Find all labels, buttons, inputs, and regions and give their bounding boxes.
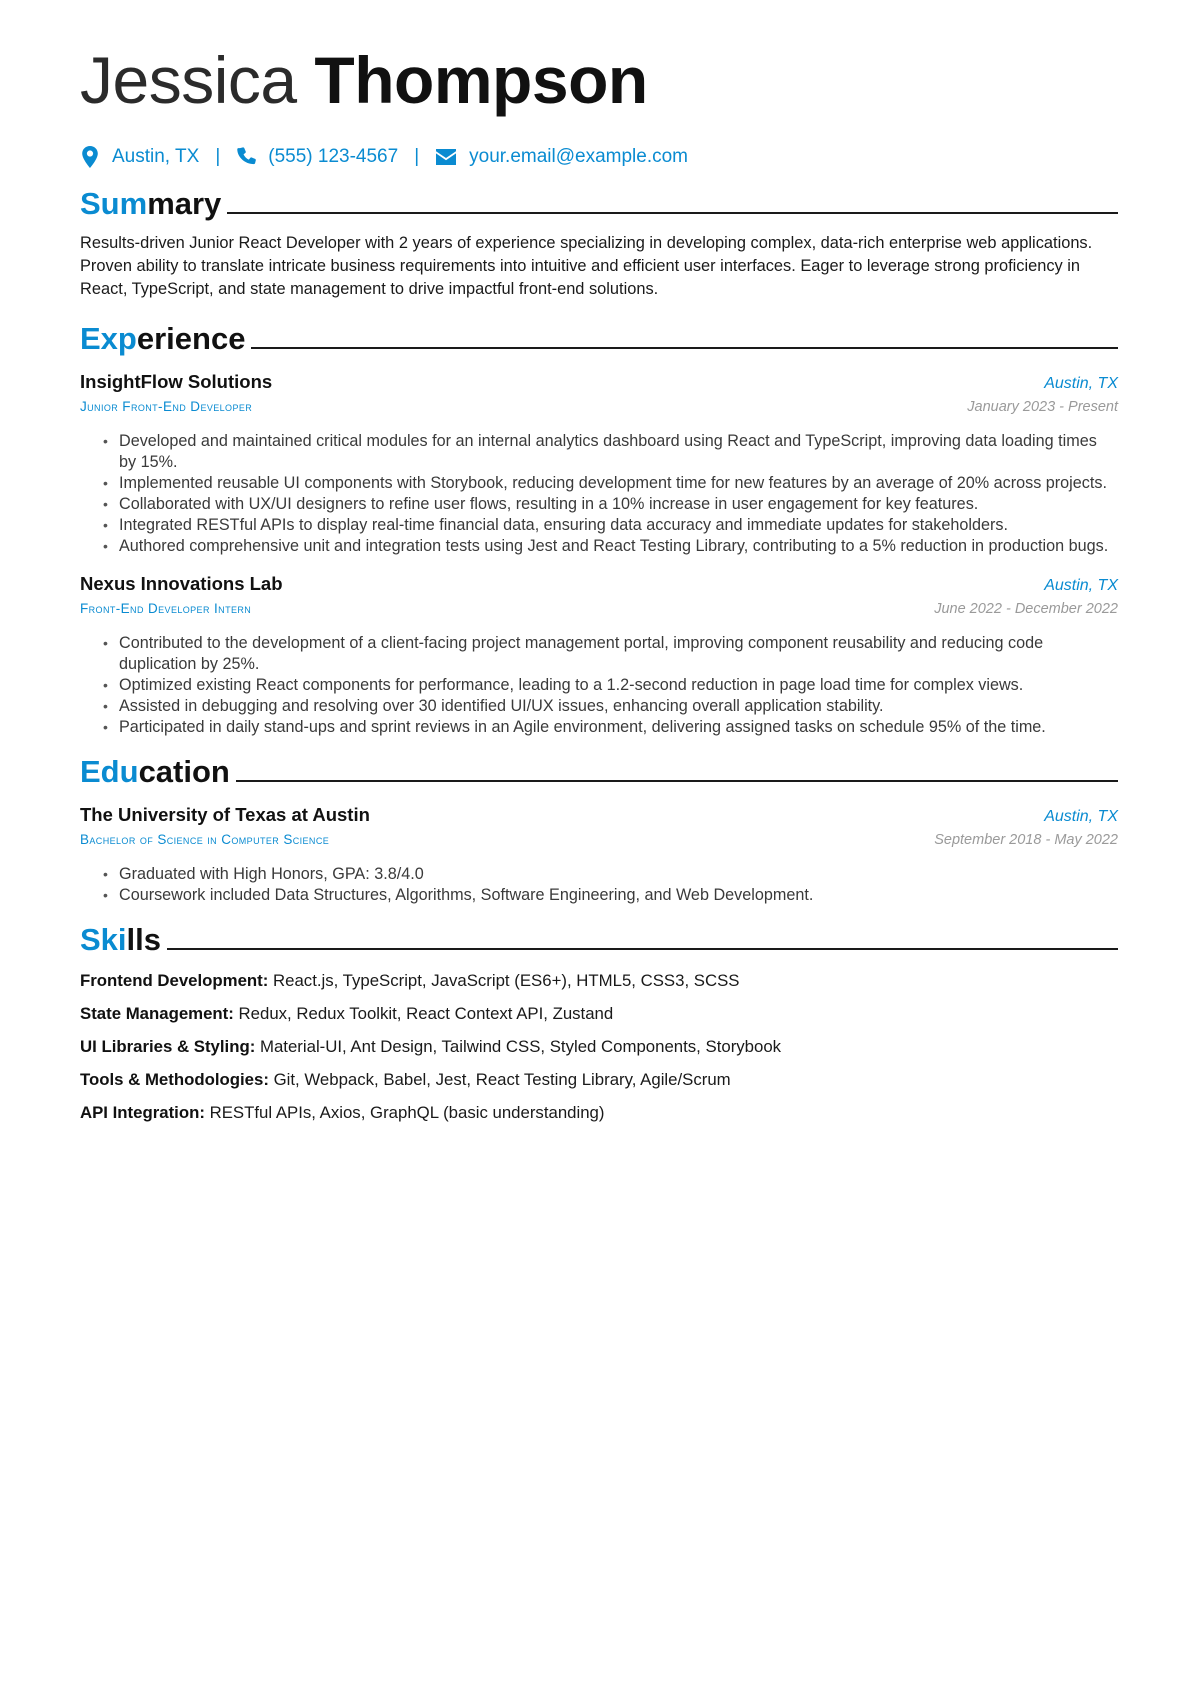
title-accent: Sum (80, 186, 148, 221)
skill-row (80, 1003, 1118, 1025)
experience-entry (80, 571, 1118, 738)
education-entry (80, 802, 1118, 906)
map-marker-icon (80, 146, 100, 168)
section-title (80, 754, 230, 790)
section-rule (251, 347, 1118, 349)
skill-category: State Management: (80, 1004, 234, 1024)
list-item: • Integrated RESTful APIs to display real-time financial data, ensuring data accuracy and immediate updates for stakeholders. (119, 515, 1118, 536)
skill-values: React.js, TypeScript, JavaScript (ES6+), HTML5, CSS3, SCSS (273, 971, 740, 991)
email-text: your.email@example.com (469, 146, 688, 167)
school-location: Austin, TX (1044, 808, 1118, 826)
job-bullets (80, 633, 1118, 738)
contact-line (80, 142, 1118, 172)
title-rest: erience (136, 321, 246, 357)
skill-row (80, 970, 1118, 992)
job-dates: June 2022 - December 2022 (934, 601, 1118, 618)
title-rest: mary (147, 186, 222, 221)
phone-text: (555) 123-4567 (268, 146, 399, 167)
skill-row (80, 1102, 1118, 1124)
skill-category: Tools & Methodologies: (80, 1070, 269, 1090)
skill-category: API Integration: (80, 1103, 205, 1123)
section-rule (167, 948, 1118, 950)
list-item: • Graduated with High Honors, GPA: 3.8/4.0 (119, 864, 1118, 885)
summary-text: Results-driven Junior React Developer with 2 years of experience specializing in developing complex, data-rich enterprise web applications. Proven ability to translate intricate business requirements into intuitive and efficient user interfaces. Eager to leverage strong proficiency in React, TypeScript, and state management to drive impactful front-end solutions. (80, 234, 1093, 298)
contact-separator: | (414, 146, 420, 167)
title-accent: Edu (80, 754, 139, 790)
list-item: • Collaborated with UX/UI designers to refine user flows, resulting in a 10% increase in user engagement for key features. (119, 494, 1118, 515)
employer-location: Austin, TX (1044, 577, 1118, 595)
first-name: Jessica (80, 43, 297, 117)
title-accent: Exp (80, 321, 137, 357)
list-item: • Contributed to the development of a client-facing project management portal, improving component reusability and reducing code duplication by 25%. (119, 633, 1118, 675)
list-item: • Assisted in debugging and resolving over 30 identified UI/UX issues, enhancing overall application stability. (119, 696, 1118, 717)
section-rule (236, 780, 1118, 782)
phone-icon (236, 146, 256, 168)
title-rest: cation (138, 754, 230, 790)
title-accent: Ski (80, 922, 127, 958)
job-title: Junior Front-End Developer (80, 399, 253, 415)
job-title: Front-End Developer Intern (80, 601, 252, 617)
skill-category: UI Libraries & Styling: (80, 1037, 256, 1057)
employer-name: Nexus Innovations Lab (80, 573, 283, 595)
last-name: Thompson (314, 43, 648, 117)
employer-name: InsightFlow Solutions (80, 371, 273, 393)
contact-email[interactable] (435, 146, 688, 168)
skill-category: Frontend Development: (80, 971, 269, 991)
section-title (80, 186, 221, 222)
section-title (80, 922, 161, 958)
section-rule (227, 212, 1118, 214)
resume-page (80, 40, 1118, 1124)
list-item: • Implemented reusable UI components with Storybook, reducing development time for new features by an average of 20% across projects. (119, 473, 1118, 494)
skill-row (80, 1036, 1118, 1058)
skill-values: Git, Webpack, Babel, Jest, React Testing Library, Agile/Scrum (273, 1070, 731, 1090)
title-rest: lls (126, 922, 161, 958)
degree-title: Bachelor of Science in Computer Science (80, 832, 330, 848)
education-heading (80, 750, 1118, 790)
summary-heading (80, 182, 1118, 222)
experience-heading (80, 317, 1118, 357)
contact-separator: | (215, 146, 221, 167)
skill-values: Material-UI, Ant Design, Tailwind CSS, Styled Components, Storybook (259, 1037, 782, 1057)
list-item: • Coursework included Data Structures, Algorithms, Software Engineering, and Web Development. (119, 885, 1118, 906)
skill-values: RESTful APIs, Axios, GraphQL (basic understanding) (209, 1103, 605, 1123)
experience-entry (80, 369, 1118, 557)
employer-location: Austin, TX (1044, 375, 1118, 393)
skill-values: Redux, Redux Toolkit, React Context API, Zustand (238, 1004, 614, 1024)
location-text: Austin, TX (112, 146, 200, 167)
school-name: The University of Texas at Austin (80, 804, 370, 826)
job-dates: January 2023 - Present (967, 399, 1118, 416)
education-bullets (80, 864, 1118, 906)
skill-row (80, 1069, 1118, 1091)
list-item: • Authored comprehensive unit and integration tests using Jest and React Testing Library, contributing to a 5% reduction in production bugs. (119, 536, 1118, 557)
education-dates: September 2018 - May 2022 (934, 832, 1118, 849)
section-title (80, 321, 245, 357)
skills-list (80, 970, 1118, 1124)
list-item: • Developed and maintained critical modules for an internal analytics dashboard using React and TypeScript, improving data loading times by 15%. (119, 431, 1118, 473)
list-item: • Optimized existing React components for performance, leading to a 1.2-second reduction in page load time for complex views. (119, 675, 1118, 696)
skills-heading (80, 918, 1118, 958)
candidate-name (80, 40, 1118, 120)
contact-location (80, 146, 199, 168)
contact-phone[interactable] (236, 146, 398, 168)
envelope-icon (435, 148, 457, 166)
job-bullets (80, 431, 1118, 557)
list-item: • Participated in daily stand-ups and sprint reviews in an Agile environment, delivering assigned tasks on schedule 95% of the time. (119, 717, 1118, 738)
